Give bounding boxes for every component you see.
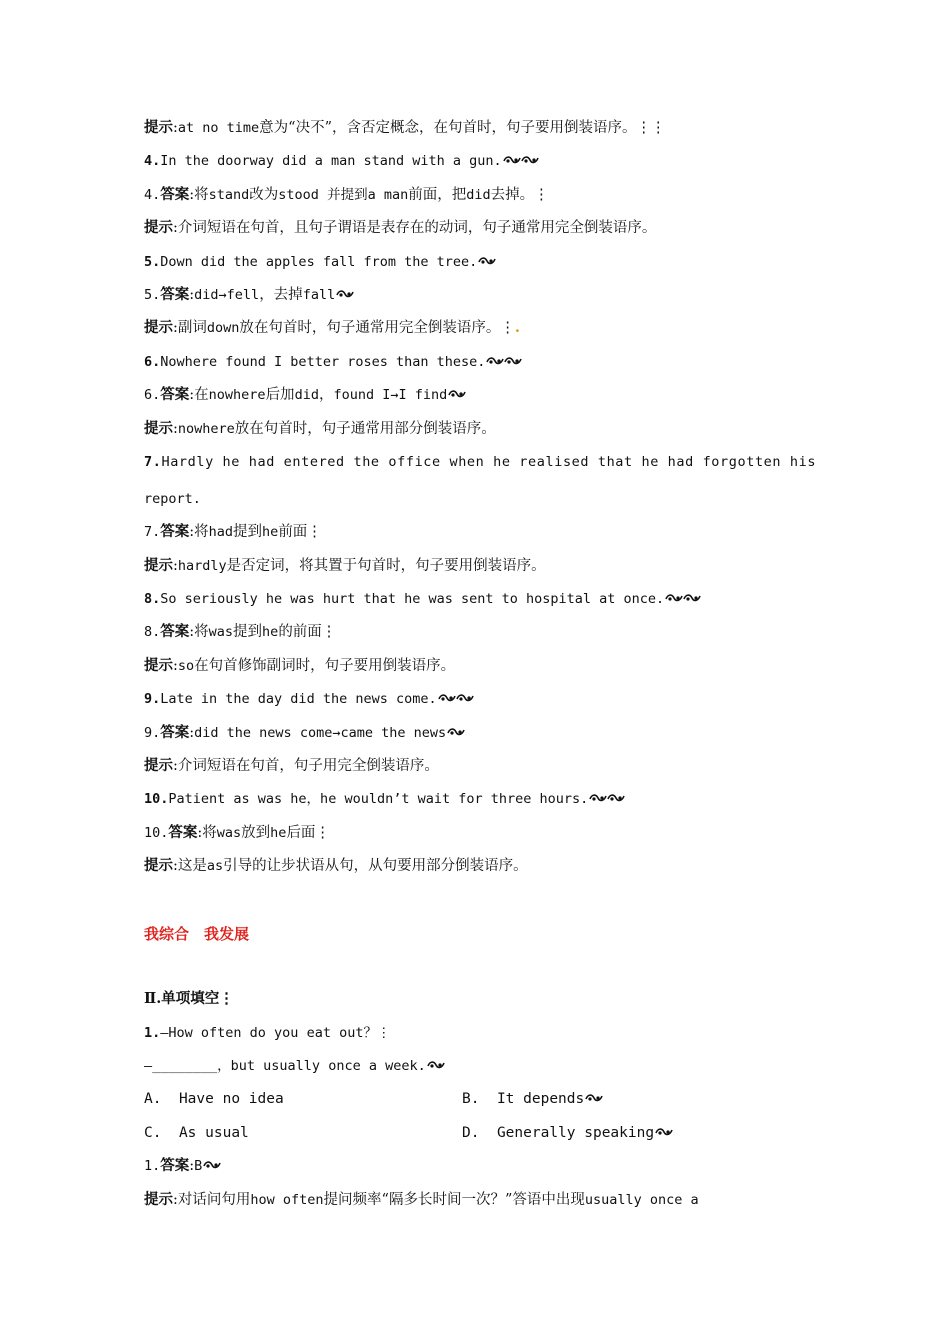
hint-text: 引导的让步状语从句，从句要用部分倒装语序。 [223, 858, 528, 875]
option-a [144, 1089, 462, 1109]
option-letter: B. [462, 1091, 480, 1108]
answer-text: 改为 [249, 186, 279, 203]
answer-text: was [208, 624, 234, 641]
ornament-icon [503, 151, 539, 171]
ornament-icon [655, 1123, 673, 1143]
hint-text: usually once a [584, 1191, 699, 1208]
option-text: Have no idea [178, 1091, 284, 1108]
answer-label: 答案 [160, 523, 190, 541]
question-s2-1 [144, 1023, 814, 1043]
blank: —________ [144, 1057, 218, 1074]
option-b [462, 1089, 780, 1109]
hint-text: as [206, 858, 224, 875]
answer-text: 前面⋮ [278, 524, 322, 541]
answer-label: 答案 [160, 1157, 190, 1175]
option-text: Generally speaking [496, 1124, 655, 1141]
hint-6: 提示:nowhere放在句首时，句子通常用部分倒装语序。 [144, 419, 496, 437]
answer-6: 6.答案:在nowhere后加did，found I→I find [144, 385, 814, 405]
question-number: 7. [144, 453, 162, 470]
answer-text: 前面，把 [408, 186, 467, 203]
hint-5: 提示:副词down放在句首时，句子通常用完全倒装语序。⋮. [144, 319, 520, 337]
hint-text: hardly [177, 557, 227, 574]
answer-text: he [262, 524, 279, 541]
hint-label: 提示 [144, 319, 173, 337]
answer-9: 9.答案:did the news come→came the news [144, 723, 814, 743]
hint-label: 提示 [144, 656, 173, 674]
answer-number: 8. [144, 624, 161, 641]
option-letter: D. [462, 1124, 480, 1141]
question-text: Late in the day did the news come. [160, 691, 437, 708]
answer-text: 的前面⋮ [278, 624, 337, 641]
hint-s2-1: 提示:对话问句用how often提问频率“隔多长时间一次？”答语中出现usually once a [144, 1190, 699, 1208]
answer-text: had [208, 524, 234, 541]
hint-label: 提示 [144, 857, 173, 875]
hint-text: 介词短语在句首，句子用完全倒装语序。 [177, 758, 439, 775]
hint-text: how often [250, 1191, 324, 1208]
question-number: 6. [144, 353, 161, 370]
ornament-icon [427, 1056, 445, 1076]
answer-text: fall [302, 286, 336, 303]
answer-text: B [194, 1158, 203, 1175]
answer-text: ，去掉 [259, 286, 303, 303]
answer-text: a man [367, 186, 409, 203]
ornament-icon [589, 789, 625, 809]
answer-text: 后加 [265, 387, 295, 404]
question-number: 9. [144, 691, 161, 708]
answer-text: 将 [202, 824, 217, 841]
ornament-icon [448, 385, 466, 405]
answer-text: nowhere [208, 387, 266, 404]
hint-text: at no time [177, 120, 260, 136]
question-number: 10. [144, 791, 169, 808]
ornament-icon [203, 1156, 221, 1176]
option-text: It depends [496, 1091, 585, 1108]
dot-mark: . [514, 319, 520, 337]
ornament-icon [478, 252, 496, 272]
answer-number: 4. [144, 186, 161, 203]
ornament-icon [447, 723, 465, 743]
question-number: 8. [144, 591, 161, 608]
hint-text: 放在句首时，句子通常用完全倒装语序。⋮ [239, 320, 515, 337]
hint-text: 这是 [177, 858, 207, 875]
answer-number: 10. [144, 824, 169, 841]
answer-number: 7. [144, 524, 161, 541]
answer-text: did the news come→came the news [194, 724, 447, 741]
answer-text: did [294, 387, 319, 404]
hint-text: 在句首修饰副词时，句子要用倒装语序。 [194, 657, 456, 674]
option-letter: C. [144, 1124, 162, 1141]
answer-text: stood 并提到 [278, 186, 368, 203]
hint-label: 提示 [144, 1190, 173, 1208]
answer-label: 答案 [160, 723, 190, 741]
hint-text: down [206, 320, 240, 337]
answer-text: 在 [194, 387, 209, 404]
question-7-cont [144, 489, 814, 509]
question-number: 5. [144, 253, 161, 270]
answer-text: ， [318, 387, 334, 404]
answer-8: 8.答案:将was提到he的前面⋮ [144, 623, 337, 641]
hint-4: 提示:介词短语在句首，且句子谓语是表存在的动词，句子通常用完全倒装语序。 [144, 219, 657, 237]
answer-4: 4.答案:将stand改为stood 并提到a man前面，把did去掉。⋮ [144, 185, 549, 203]
ornament-icon [486, 352, 522, 372]
answer-text: 将 [194, 624, 209, 641]
answer-text: 放到 [241, 824, 271, 841]
hint-7: 提示:hardly是否定词，将其置于句首时，句子要用倒装语序。 [144, 556, 546, 574]
answer-label: 答案 [160, 386, 190, 404]
answer-text: 将 [194, 186, 209, 203]
question-10 [144, 789, 814, 809]
question-7 [144, 452, 817, 472]
answer-text: 后面⋮ [286, 824, 330, 841]
question-text: —How often do you eat out？⋮ [160, 1024, 391, 1041]
answer-number: 6. [144, 387, 161, 404]
hint-9: 提示:介词短语在句首，句子用完全倒装语序。 [144, 757, 439, 775]
answer-text: 去掉。⋮ [490, 186, 549, 203]
hint-text: nowhere [177, 420, 235, 437]
answer-text: stand [208, 186, 250, 203]
answer-s2-1: 1.答案:B [144, 1156, 814, 1176]
option-c [144, 1123, 462, 1143]
document-page [144, 118, 817, 1210]
question-8 [144, 589, 814, 609]
answer-label: 答案 [160, 185, 190, 203]
answer-text: did→fell [194, 286, 260, 303]
question-9 [144, 689, 814, 709]
options-row [144, 1123, 814, 1143]
option-d [462, 1123, 780, 1143]
question-number: 1. [144, 1024, 161, 1041]
ornament-icon [585, 1089, 603, 1109]
question-text: In the doorway did a man stand with a gun. [160, 153, 502, 170]
question-5 [144, 252, 814, 272]
question-4 [144, 151, 814, 171]
hint-label: 提示 [144, 219, 173, 237]
hint-text: 提问频率“隔多长时间一次？”答语中出现 [323, 1191, 585, 1208]
option-text: As usual [178, 1124, 249, 1141]
answer-text: he [262, 624, 279, 641]
question-text: Patient as was he，he wouldn’t wait for three hours. [168, 791, 589, 808]
answer-label: 答案 [168, 823, 198, 841]
answer-text: 将 [194, 524, 209, 541]
hint-text: 放在句首时，句子通常用部分倒装语序。 [234, 420, 496, 437]
answer-number: 1. [144, 1158, 161, 1175]
answer-text: found I→I find [333, 387, 448, 404]
options-row [144, 1089, 814, 1109]
section-heading: Ⅱ.单项填空⋮ [144, 990, 234, 1008]
answer-text: 提到 [233, 524, 263, 541]
hint-label: 提示 [144, 757, 173, 775]
hint-text: 意为“决不”，含否定概念，在句首时，句子要用倒装语序。⋮⋮ [259, 120, 666, 136]
hint-8: 提示:so在句首修饰副词时，句子要用倒装语序。 [144, 656, 456, 674]
question-text: Hardly he had entered the office when he realised that he had forgotten his [161, 453, 817, 470]
question-text: ，but usually once a week. [217, 1057, 426, 1074]
answer-5: 5.答案:did→fell，去掉fall [144, 285, 814, 305]
answer-text: was [216, 824, 242, 841]
question-6 [144, 352, 814, 372]
question-text: Nowhere found I better roses than these. [160, 353, 486, 370]
question-s2-1-reply [144, 1056, 814, 1076]
section-title: 我综合 我发展 [144, 925, 250, 944]
hint-text: 介词短语在句首，且句子谓语是表存在的动词，句子通常用完全倒装语序。 [177, 220, 657, 237]
answer-7: 7.答案:将had提到he前面⋮ [144, 523, 322, 541]
question-number: 4. [144, 153, 161, 170]
answer-label: 答案 [160, 623, 190, 641]
answer-label: 答案 [160, 285, 190, 303]
option-letter: A. [144, 1091, 162, 1108]
answer-text: he [270, 824, 287, 841]
answer-number: 5. [144, 286, 161, 303]
ornament-icon [336, 285, 354, 305]
hint-text: 对话问句用 [177, 1191, 251, 1208]
ornament-icon [438, 689, 474, 709]
hint-10: 提示:这是as引导的让步状语从句，从句要用部分倒装语序。 [144, 857, 528, 875]
answer-text: 提到 [233, 624, 263, 641]
hint-text: 副词 [177, 320, 207, 337]
answer-text: did [466, 186, 491, 203]
answer-10: 10.答案:将was放到he后面⋮ [144, 823, 330, 841]
hint-text: 是否定词，将其置于句首时，句子要用倒装语序。 [226, 557, 546, 574]
hint-text: so [177, 657, 195, 674]
hint-label: 提示 [144, 419, 173, 437]
hint-label: 提示 [144, 556, 173, 574]
hint-line: 提示:at no time意为“决不”，含否定概念，在句首时，句子要用倒装语序。⋮⋮ [144, 119, 666, 136]
question-text: report. [144, 490, 201, 507]
hint-label: 提示 [144, 119, 173, 136]
answer-number: 9. [144, 724, 161, 741]
question-text: So seriously he was hurt that he was sent to hospital at once. [160, 591, 665, 608]
ornament-icon [665, 589, 701, 609]
question-text: Down did the apples fall from the tree. [160, 253, 478, 270]
